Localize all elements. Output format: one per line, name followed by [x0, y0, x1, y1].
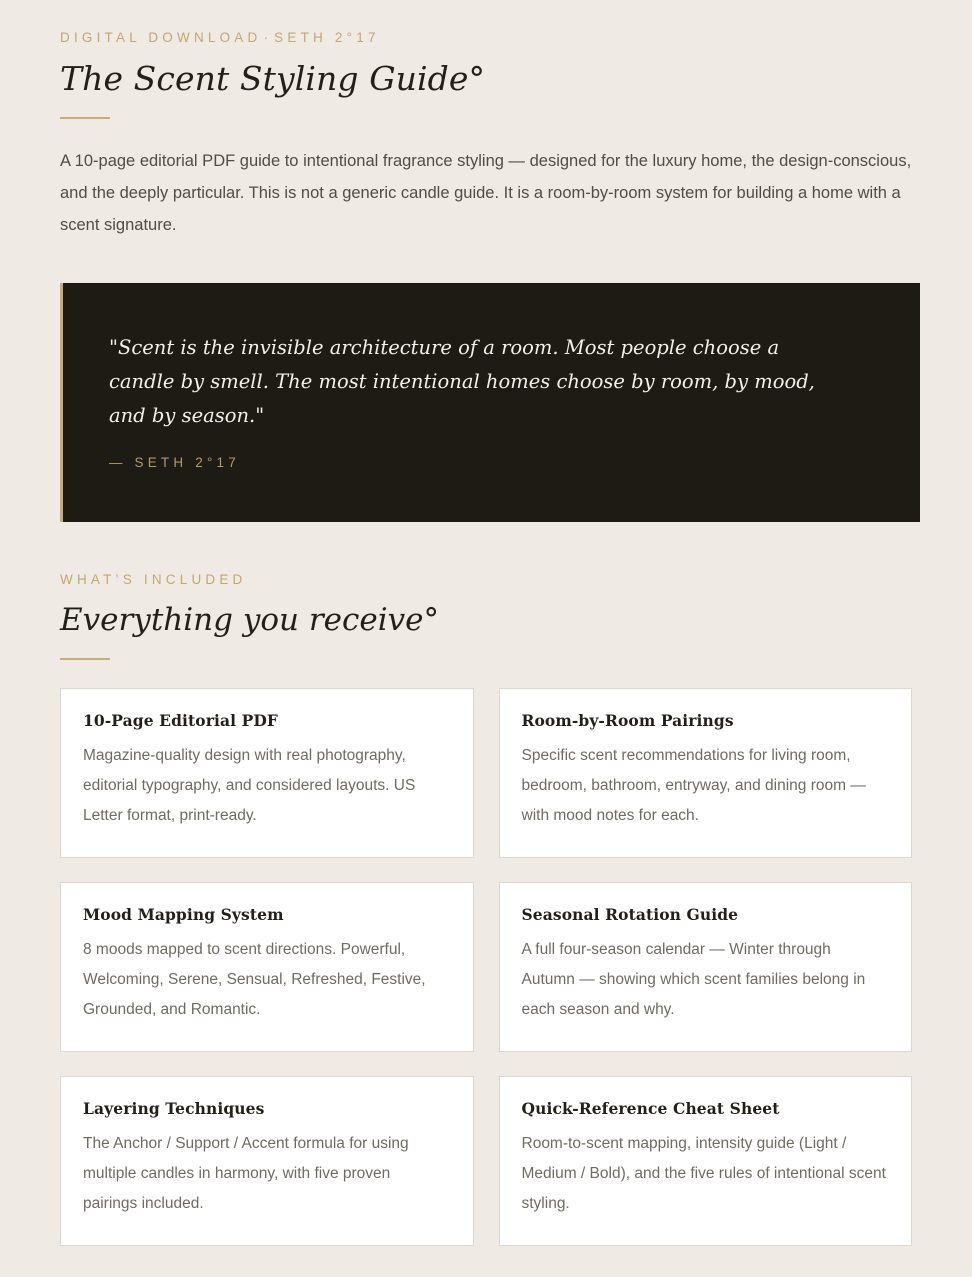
hero-section: [60, 0, 912, 241]
hero-eyebrow-left: DIGITAL DOWNLOAD: [60, 30, 262, 45]
feature-card: [60, 882, 474, 1052]
feature-card-title: Quick-Reference Cheat Sheet: [521, 1099, 780, 1119]
hero-eyebrow-right: SETH 2°17: [274, 30, 380, 45]
pull-quote-block: [60, 283, 920, 522]
pull-quote-attribution: [109, 455, 874, 470]
attribution-name: SETH 2°17: [134, 455, 240, 471]
pull-quote-text: "Scent is the invisible architecture of a room. Most people choose a candle by smell. The most intentional homes choose by room, by mood, and by season.": [109, 336, 815, 428]
included-eyebrow: WHAT’S INCLUDED: [60, 572, 247, 588]
feature-card-body: 8 moods mapped to scent directions. Powerful, Welcoming, Serene, Sensual, Refreshed, Festive, Grounded, and Romantic.: [83, 941, 426, 1019]
feature-card: [499, 1076, 913, 1246]
feature-card: [499, 688, 913, 858]
feature-card-title: Layering Techniques: [83, 1099, 265, 1119]
feature-card: [499, 882, 913, 1052]
feature-card-title: Seasonal Rotation Guide: [521, 905, 739, 925]
included-section-header: [60, 572, 912, 660]
feature-card-title: Room-by-Room Pairings: [521, 710, 734, 730]
feature-card-body: Magazine-quality design with real photography, editorial typography, and considered layouts. US Letter format, print-ready.: [83, 747, 416, 825]
feature-card-body: A full four-season calendar — Winter through Autumn — showing which scent families belong in each season and why.: [521, 941, 866, 1019]
title-divider-rule: [60, 117, 110, 119]
attribution-dash: —: [109, 455, 123, 471]
feature-card-title: 10-Page Editorial PDF: [83, 710, 279, 730]
section-divider-rule: [60, 658, 110, 660]
feature-card: [60, 688, 474, 858]
hero-eyebrow-separator: ·: [263, 30, 273, 45]
hero-eyebrow: [60, 0, 912, 46]
feature-card-body: Specific scent recommendations for living room, bedroom, bathroom, entryway, and dining room — with mood notes for each.: [521, 747, 866, 825]
included-title: Everything you receive°: [60, 602, 439, 639]
feature-card-body: The Anchor / Support / Accent formula for using multiple candles in harmony, with five proven pairings included.: [83, 1135, 409, 1213]
feature-card-title: Mood Mapping System: [83, 905, 284, 925]
feature-card-body: Room-to-scent mapping, intensity guide (Light / Medium / Bold), and the five rules of intentional scent styling.: [521, 1135, 886, 1213]
included-cards-grid: [60, 688, 912, 1277]
hero-description: A 10-page editorial PDF guide to intentional fragrance styling — designed for the luxury home, the design-conscious, and the deeply particular. This is not a generic candle guide. It is a room-by-room system for building a home with a scent signature.: [60, 152, 912, 235]
page-title: The Scent Styling Guide°: [60, 59, 486, 99]
feature-card: [60, 1076, 474, 1246]
